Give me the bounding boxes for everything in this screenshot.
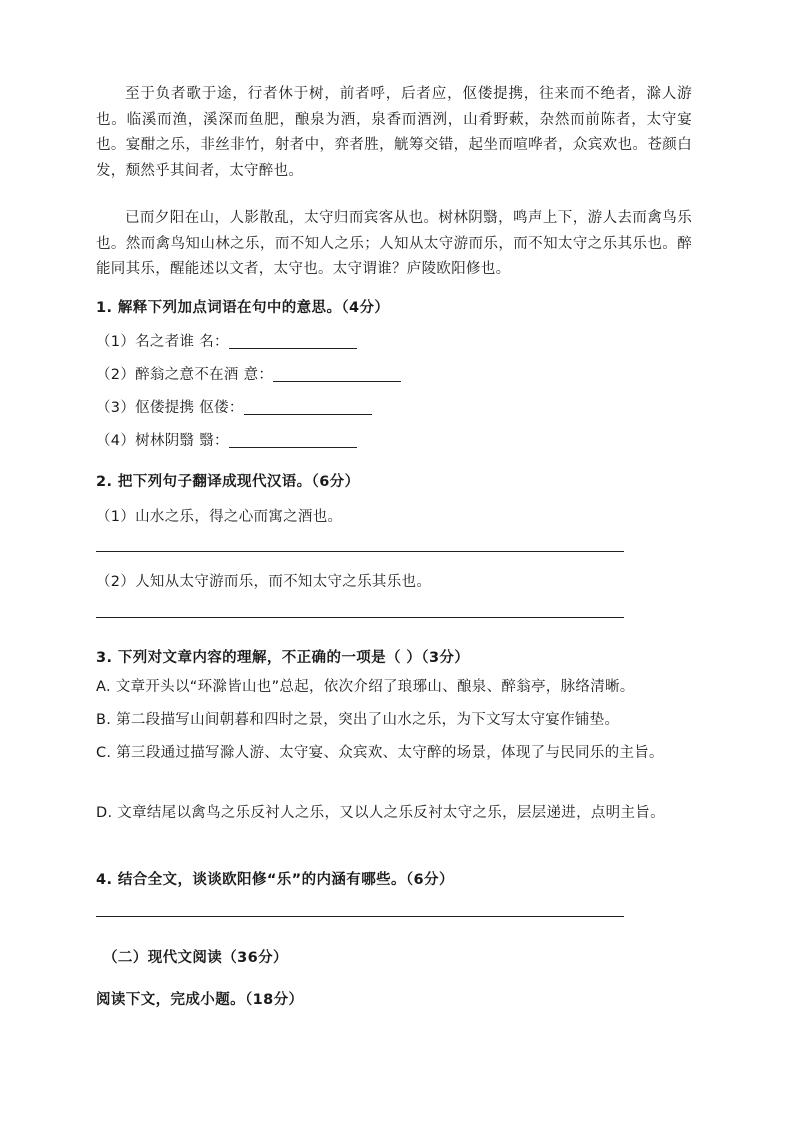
question-1-item-2-text: （2）醉翁之意不在酒 意：	[96, 367, 274, 383]
answer-line-1[interactable]	[96, 551, 624, 552]
question-1-item-3-text: （3）伛偻提携 伛偻：	[96, 400, 244, 416]
question-1-item-1-text: （1）名之者谁 名：	[96, 334, 229, 350]
passage-paragraph-1: 至于负者歌于途，行者休于树，前者呼，后者应，伛偻提携，往来而不绝者，滁人游也。临溪而渔，溪深而鱼肥，酿泉为酒，泉香而酒洌，山肴野蔌，杂然而前陈者，太守宴也。宴酣之乐，非丝非竹，射者中，弈者胜，觥筹交错，起坐而喧哗者，众宾欢也。苍颜白发，颓然乎其间者，太守醉也。	[96, 86, 692, 179]
question-4-title: 4. 结合全文，谈谈欧阳修“乐”的内涵有哪些。（6分）	[96, 872, 454, 888]
section-heading: （二）现代文阅读（36分）	[103, 950, 288, 966]
question-3-option-c: C. 第三段通过描写滁人游、太守宴、众宾欢、太守醉的场景，体现了与民同乐的主旨。	[96, 745, 664, 761]
question-1-item-4	[96, 429, 357, 450]
question-1-item-4-text: （4）树林阴翳 翳：	[96, 433, 229, 449]
answer-blank[interactable]	[244, 400, 372, 415]
question-1-item-1	[96, 330, 357, 351]
answer-line-2[interactable]	[96, 617, 624, 618]
question-3-option-b: B. 第二段描写山间朝暮和四时之景，突出了山水之乐，为下文写太守宴作铺垫。	[96, 712, 620, 728]
answer-line-3[interactable]	[96, 916, 624, 917]
answer-blank[interactable]	[229, 433, 357, 448]
question-2-item-2: （2）人知从太守游而乐，而不知太守之乐其乐也。	[96, 574, 432, 590]
section-instruction: 阅读下文，完成小题。（18分）	[96, 992, 304, 1008]
answer-blank[interactable]	[273, 367, 401, 382]
question-1-title: 1. 解释下列加点词语在句中的意思。（4分）	[96, 300, 390, 316]
question-2-title: 2. 把下列句子翻译成现代汉语。（6分）	[96, 474, 360, 490]
question-1-item-3	[96, 396, 372, 417]
question-2-item-1: （1）山水之乐，得之心而寓之酒也。	[96, 509, 343, 525]
question-3-option-d: D. 文章结尾以禽鸟之乐反衬人之乐，又以人之乐反衬太守之乐，层层递进，点明主旨。	[96, 805, 665, 821]
answer-blank[interactable]	[229, 334, 357, 349]
question-1-item-2	[96, 363, 401, 384]
question-3-title: 3. 下列对文章内容的理解，不正确的一项是（ ）（3分）	[96, 650, 470, 666]
question-3-option-a: A. 文章开头以“环滁皆山也”总起，依次介绍了琅琊山、酿泉、醉翁亭，脉络清晰。	[96, 679, 635, 695]
passage-paragraph-2: 已而夕阳在山，人影散乱，太守归而宾客从也。树林阴翳，鸣声上下，游人去而禽鸟乐也。然而禽鸟知山林之乐，而不知人之乐；人知从太守游而乐，而不知太守之乐其乐也。醉能同其乐，醒能述以文者，太守也。太守谓谁？庐陵欧阳修也。	[96, 210, 692, 277]
